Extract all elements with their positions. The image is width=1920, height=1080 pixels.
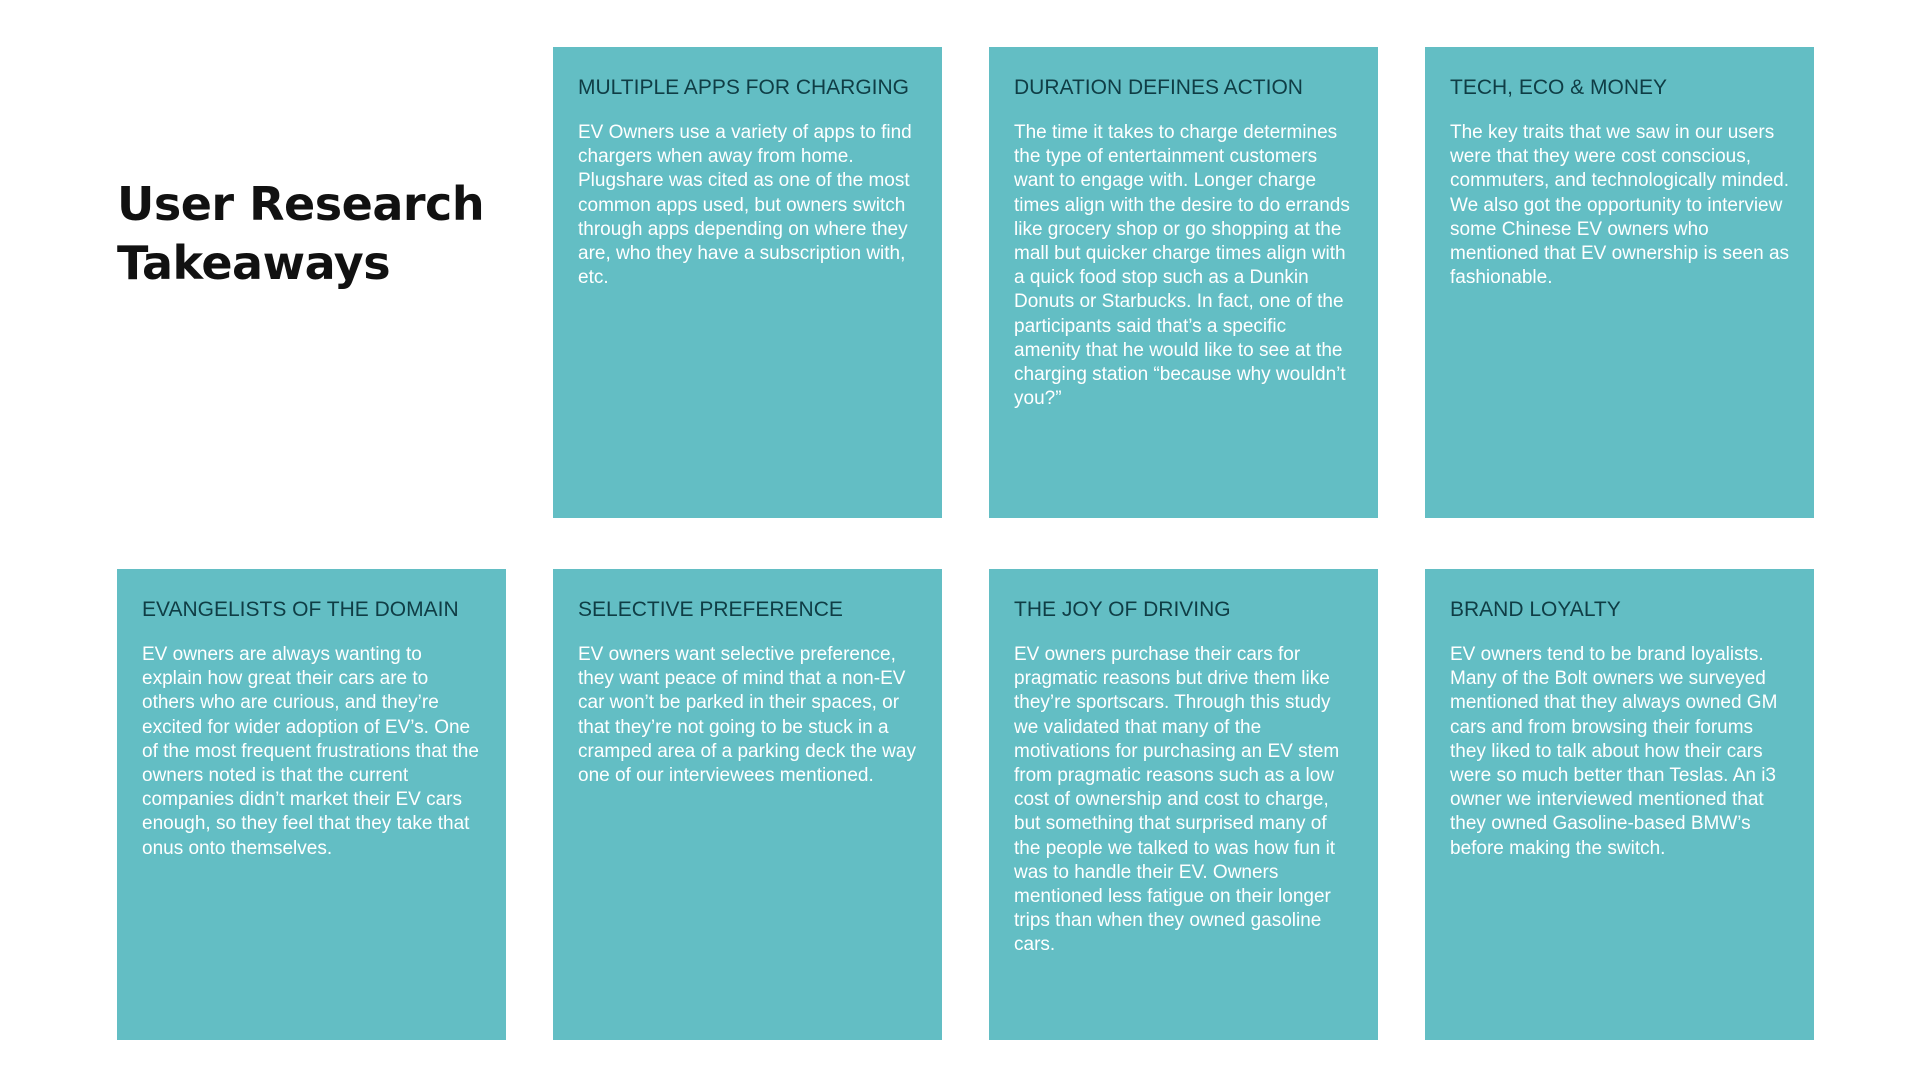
- card-title: SELECTIVE PREFERENCE: [578, 598, 843, 621]
- card-body: EV owners tend to be brand loyalists. Many of the Bolt owners we surveyed mentioned that they always owned GM cars and from browsing their forums they liked to talk about how their cars were so much better than Teslas. An i3 owner we interviewed mentioned that they owned Gasoline-based BMW’s before making the switch.: [1450, 644, 1778, 859]
- card-body: EV owners are always wanting to explain how great their cars are to others who are curious, and they’re excited for wider adoption of EV’s. One of the most frequent frustrations that the owners noted is that the current companies didn’t market their EV cars enough, so they feel that they take that onus onto themselves.: [142, 644, 479, 859]
- card-body: EV owners purchase their cars for pragmatic reasons but drive them like they’re sportscars. Through this study we validated that many of the motivations for purchasing an EV stem from pragmatic reasons such as a low cost of ownership and cost to charge, but something that surprised many of the people we talked to was how fun it was to handle their EV. Owners mentioned less fatigue on their longer trips than when they owned gasoline cars.: [1014, 644, 1340, 956]
- card-title: TECH, ECO & MONEY: [1450, 76, 1668, 99]
- card-title: EVANGELISTS OF THE DOMAIN: [142, 598, 459, 621]
- takeaway-card-tech-eco-money: [1425, 47, 1814, 518]
- card-body: The time it takes to charge determines the type of entertainment customers want to engage with. Longer charge times align with the desire to do errands like grocery shop or go shopping at the mall but quicker charge times align with a quick food stop such as a Dunkin Donuts or Starbucks. In fact, one of the participants said that’s a specific amenity that he would like to see at the charging station “because why wouldn’t you?”: [1014, 122, 1350, 410]
- takeaway-card-selective-preference: [553, 569, 942, 1040]
- page-title-line-1: User Research: [117, 177, 485, 231]
- card-title: THE JOY OF DRIVING: [1014, 598, 1231, 621]
- takeaway-card-duration: [989, 47, 1378, 518]
- page-title-line-2: Takeaways: [117, 236, 391, 290]
- card-title: BRAND LOYALTY: [1450, 598, 1621, 621]
- takeaway-card-multiple-apps: [553, 47, 942, 518]
- card-title: MULTIPLE APPS FOR CHARGING: [578, 76, 910, 99]
- card-body: EV Owners use a variety of apps to find chargers when away from home. Plugshare was cited as one of the most common apps used, but owners switch through apps depending on where they are, who they have a subscription with, etc.: [578, 122, 912, 289]
- card-title: DURATION DEFINES ACTION: [1014, 76, 1303, 99]
- card-body: EV owners want selective preference, they want peace of mind that a non-EV car won’t be parked in their spaces, or that they’re not going to be stuck in a cramped area of a parking deck the way one of our interviewees mentioned.: [578, 644, 916, 787]
- page-title: [117, 175, 517, 293]
- takeaway-card-joy-of-driving: [989, 569, 1378, 1040]
- card-body: The key traits that we saw in our users were that they were cost conscious, commuters, and technologically minded. We also got the opportunity to interview some Chinese EV owners who mentioned that EV ownership is seen as fashionable.: [1450, 122, 1790, 289]
- takeaway-card-evangelists: [117, 569, 506, 1040]
- takeaway-card-brand-loyalty: [1425, 569, 1814, 1040]
